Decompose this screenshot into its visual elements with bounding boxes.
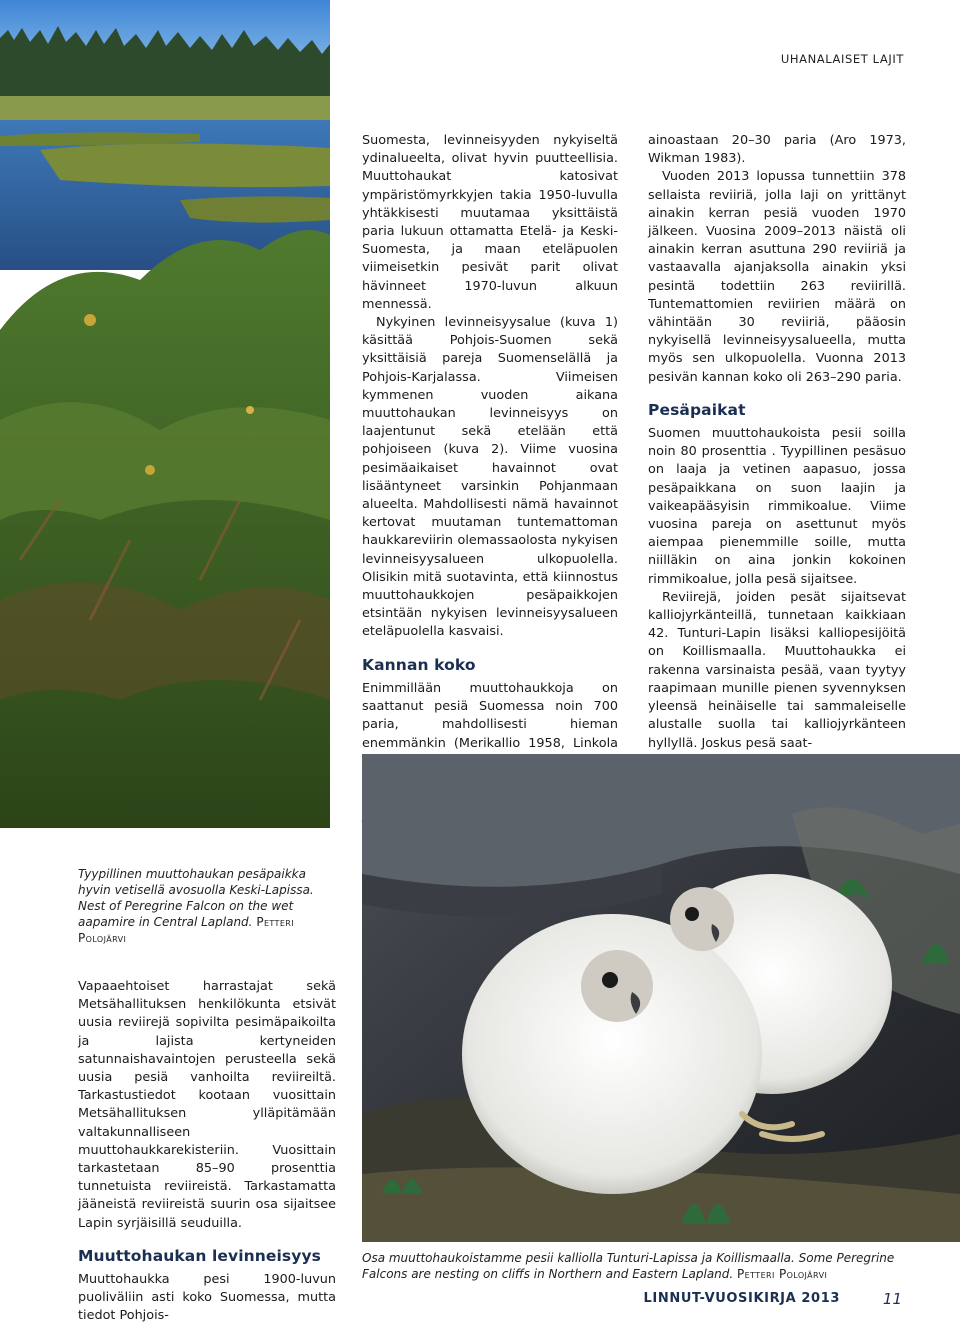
- text-column-1: [78, 978, 336, 1326]
- paragraph: Suomen muuttohaukoista pesii soilla noin 80 prosenttia . Tyypillinen pesäsuo on laaja ja vetinen aapasuo, jossa pesäpaikkana on suon laajin ja vaikeapääsyisin rimmikoalue. Viime vuosina pareja on asettunut myös aiempaa pienemmille soille, mutta niilläkin on aina jonkin kokoinen rimmikoalue, jolla pesä sijaitsee.: [648, 426, 906, 587]
- paragraph: Reviirejä, joiden pesät sijaitsevat kalliojyrkänteillä, tunnetaan kaikkiaan 42. Tunturi-Lapin lisäksi kalliopesijöitä on Koillismaalla. Muuttohaukka ei rakenna varsinaista pesää, vaan tyytyy raapimaan munille pienen syvennyksen yleensä heinäiselle tai sammaleiselle alustalle suolla tai kalliojyrkänteen hyllyllä. Joskus pesä saat-: [648, 589, 906, 751]
- page-number: 11: [882, 1290, 902, 1308]
- paragraph: Suomesta, levinneisyyden nykyiseltä ydinalueelta, olivat hyvin puutteellisia. Muuttohaukat katosivat ympäristömyrkkyjen takia 1950-luvulla yhtäkkisesti muutamaa yksittäistä paria lukuun ottamatta Etelä- ja Keski-Suomesta, ja maan eteläpuolen viimeisetkin pesivät parit olivat hävinneet 1970-luvun alkuun mennessä.: [362, 133, 618, 312]
- caption-text: Tyypillinen muuttohaukan pesäpaikka hyvin vetisellä avosuolla Keski-Lapissa. Nest of Peregrine Falcon on the wet aapamire in Central Lapland.: [78, 867, 314, 929]
- section-heading-nest-sites: Pesäpaikat: [648, 400, 746, 419]
- falcon-chicks-photo: [362, 754, 960, 1242]
- landscape-photo-art: [0, 0, 330, 828]
- photo-credit: Petteri Polojärvi: [737, 1267, 828, 1281]
- paragraph: Enimmillään muuttohaukkoja on saattanut pesiä Suomessa noin 700 paria, mahdollisesti hieman enemmänkin (Merikallio 1958, Linkola: [362, 680, 618, 751]
- text-column-2: [362, 132, 618, 826]
- paragraph: Muuttohaukka pesi 1900-luvun puoliväliin asti koko Suomessa, mutta tiedot Pohjois-: [78, 1272, 336, 1324]
- paragraph: Vapaaehtoiset harrastajat sekä Metsähallituksen henkilökunta etsivät uusia reviirejä sopivilta pesimäpaikoilta ja lajista kertyneiden satunnaishavaintojen perusteella sekä uusia pesiä vanhoilta reviireiltä. Tarkastustiedot kootaan vuosittain Metsähallituksen ylläpitämään valtakunnalliseen muuttohaukkarekisteriin. Vuosittain tarkastetaan 85–90 prosenttia tunnetuista reviireistä. Tarkastamatta jääneistä reviireistä suurin osa sijaitsee Lapin syrjäisillä seuduilla.: [78, 979, 336, 1231]
- caption-text: Osa muuttohaukoistamme pesii kalliolla Tunturi-Lapissa ja Koillismaalla. Some Peregrine Falcons are nesting on cliffs in Northern and Eastern Lapland.: [362, 1251, 895, 1281]
- text-column-3: [648, 132, 906, 753]
- publication-title: LINNUT-VUOSIKIRJA 2013: [643, 1291, 840, 1306]
- falcon-chicks-photo-art: [362, 754, 960, 1242]
- paragraph: Nykyinen levinneisyysalue (kuva 1) käsittää Pohjois-Suomen sekä yksittäisiä pareja Suomenselällä ja Pohjois-Karjalassa. Viimeisen kymmenen vuoden aikana muuttohaukan levinneisyys on laajentunut sekä etelään että pohjoiseen (kuva 2). Viime vuosina pesimäaikaiset havainnot ovat lisääntyneet varsinkin Pohjanmaan alueelta. Mahdollisesti nämä havainnot kertovat muutaman tuntemattoman haukkareviirin olemassaolosta nykyisen levinneisyysalueen ulkopuolella. Olisikin mitä suotavinta, että kiinnostus muuttohaukkojen pesäpaikkojen etsintään nykyisen levinneisyysalueen eteläpuolella kasvaisi.: [362, 315, 618, 640]
- section-heading-population: Kannan koko: [362, 655, 476, 674]
- landscape-photo-caption: [78, 866, 336, 946]
- section-label: UHANALAISET LAJIT: [780, 52, 904, 66]
- paragraph: ainoastaan 20–30 paria (Aro 1973, Wikman 1983).: [648, 133, 906, 167]
- section-heading-distribution: Muuttohaukan levinneisyys: [78, 1246, 321, 1265]
- landscape-photo: [0, 0, 330, 828]
- paragraph: Vuoden 2013 lopussa tunnettiin 378 sellaista reviiriä, jolla laji on yrittänyt ainakin kerran pesiä vuoden 1970 jälkeen. Vuosina 2009–2013 näistä oli ainakin kerran asuttuna 290 reviiriä ja vastaavalla ajanjaksolla ainakin yksi pesintä todettiin 263 reviirillä. Tuntemattomien reviirien määrä on vähintään 30 reviiriä, pääosin nykyisellä levinneisyysalueella, mutta myös sen ulkopuolella. Vuonna 2013 pesivän kannan koko oli 263–290 paria.: [648, 169, 906, 385]
- falcon-chicks-caption: [362, 1250, 908, 1282]
- photo-credit: Petteri Polojärvi: [78, 915, 295, 945]
